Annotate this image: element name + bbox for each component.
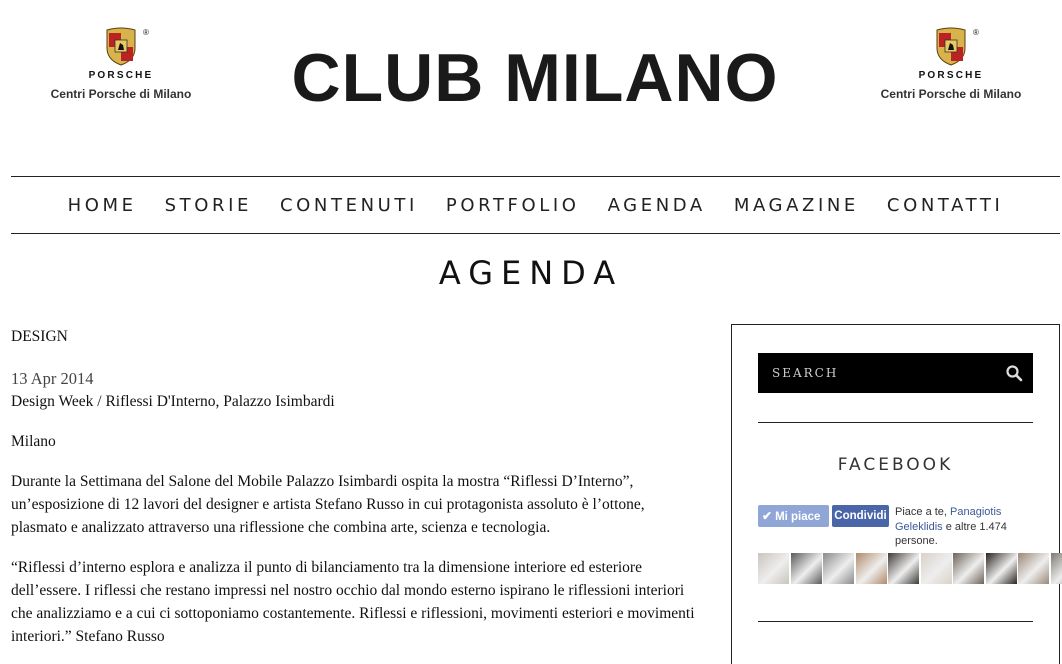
site-header <box>0 0 1062 176</box>
avatar[interactable] <box>986 553 1017 584</box>
avatar[interactable] <box>1018 553 1049 584</box>
brand-subtitle: Centri Porsche di Milano <box>31 87 211 101</box>
porsche-brand-right[interactable] <box>861 26 1041 101</box>
avatar[interactable] <box>953 553 984 584</box>
facebook-fan-avatars <box>758 553 1062 585</box>
search-icon[interactable] <box>1005 364 1023 382</box>
likes-user-link[interactable]: Panagiotis Geleklidis <box>895 506 1001 533</box>
avatar[interactable] <box>1051 553 1062 584</box>
nav-item-storie[interactable]: STORIE <box>165 195 252 216</box>
article-paragraph: Durante la Settimana del Salone del Mobile Palazzo Isimbardi ospita la mostra “Riflessi D’Interno”, un’esposizione di 12 lavori del designer e artista Stefano Russo in cui protagonista assoluto è l’ottone, plasmato e analizzato attraverso una riflessione che combina arte, scienza e tecnologia. <box>11 470 701 539</box>
like-label: Mi piace <box>775 511 820 523</box>
article-city: Milano <box>11 430 56 453</box>
registered-mark: ® <box>973 28 979 37</box>
avatar[interactable] <box>791 553 822 584</box>
facebook-share-button[interactable]: Condividi <box>832 505 889 527</box>
avatar[interactable] <box>921 553 952 584</box>
article-quote: “Riflessi d’interno esplora e analizza il punto di bilanciamento tra la dimensione interiore ed esteriore dell’essere. I riflessi che restano impressi nel nostro occhio dal mondo esterno ispirano le riflessioni interiori che analizziamo e a cui ci sottoponiamo costantemente. Riflessi e riflessioni, movimenti esteriori e movimenti interiori.” Stefano Russo <box>11 556 701 648</box>
sidebar-divider <box>758 422 1033 423</box>
page-title: AGENDA <box>0 254 1062 292</box>
facebook-widget-title: FACEBOOK <box>732 455 1059 475</box>
sidebar <box>731 324 1060 664</box>
avatar[interactable] <box>758 553 789 584</box>
avatar[interactable] <box>823 553 854 584</box>
porsche-wordmark: PORSCHE <box>861 70 1041 81</box>
nav-item-contatti[interactable]: CONTATTI <box>887 195 1004 216</box>
article-category[interactable]: DESIGN <box>11 325 68 348</box>
site-title[interactable]: CLUB MILANO <box>262 38 808 118</box>
article-subtitle: Design Week / Riflessi D'Interno, Palazzo Isimbardi <box>11 390 335 413</box>
sidebar-divider <box>758 621 1033 622</box>
likes-prefix: Piace a te, <box>895 506 947 518</box>
registered-mark: ® <box>143 28 149 37</box>
porsche-crest-icon <box>934 26 968 66</box>
porsche-wordmark: PORSCHE <box>31 70 211 81</box>
nav-item-agenda[interactable]: AGENDA <box>608 195 706 216</box>
avatar[interactable] <box>856 553 887 584</box>
nav-item-contenuti[interactable]: CONTENUTI <box>280 195 418 216</box>
search-input[interactable] <box>758 353 988 393</box>
thumbs-up-icon: ✔ <box>762 505 772 527</box>
porsche-brand-left[interactable] <box>31 26 211 101</box>
likes-suffix: e altre 1.474 persone. <box>895 521 1007 548</box>
article-date: 13 Apr 2014 <box>11 367 94 390</box>
facebook-likes-text <box>895 505 1045 549</box>
brand-subtitle: Centri Porsche di Milano <box>861 87 1041 101</box>
main-nav <box>11 176 1060 234</box>
search-box <box>758 353 1033 393</box>
nav-item-portfolio[interactable]: PORTFOLIO <box>446 195 580 216</box>
porsche-crest-icon <box>104 26 138 66</box>
avatar[interactable] <box>888 553 919 584</box>
facebook-like-button[interactable] <box>758 505 829 527</box>
nav-item-magazine[interactable]: MAGAZINE <box>734 195 859 216</box>
nav-item-home[interactable]: HOME <box>68 195 137 216</box>
